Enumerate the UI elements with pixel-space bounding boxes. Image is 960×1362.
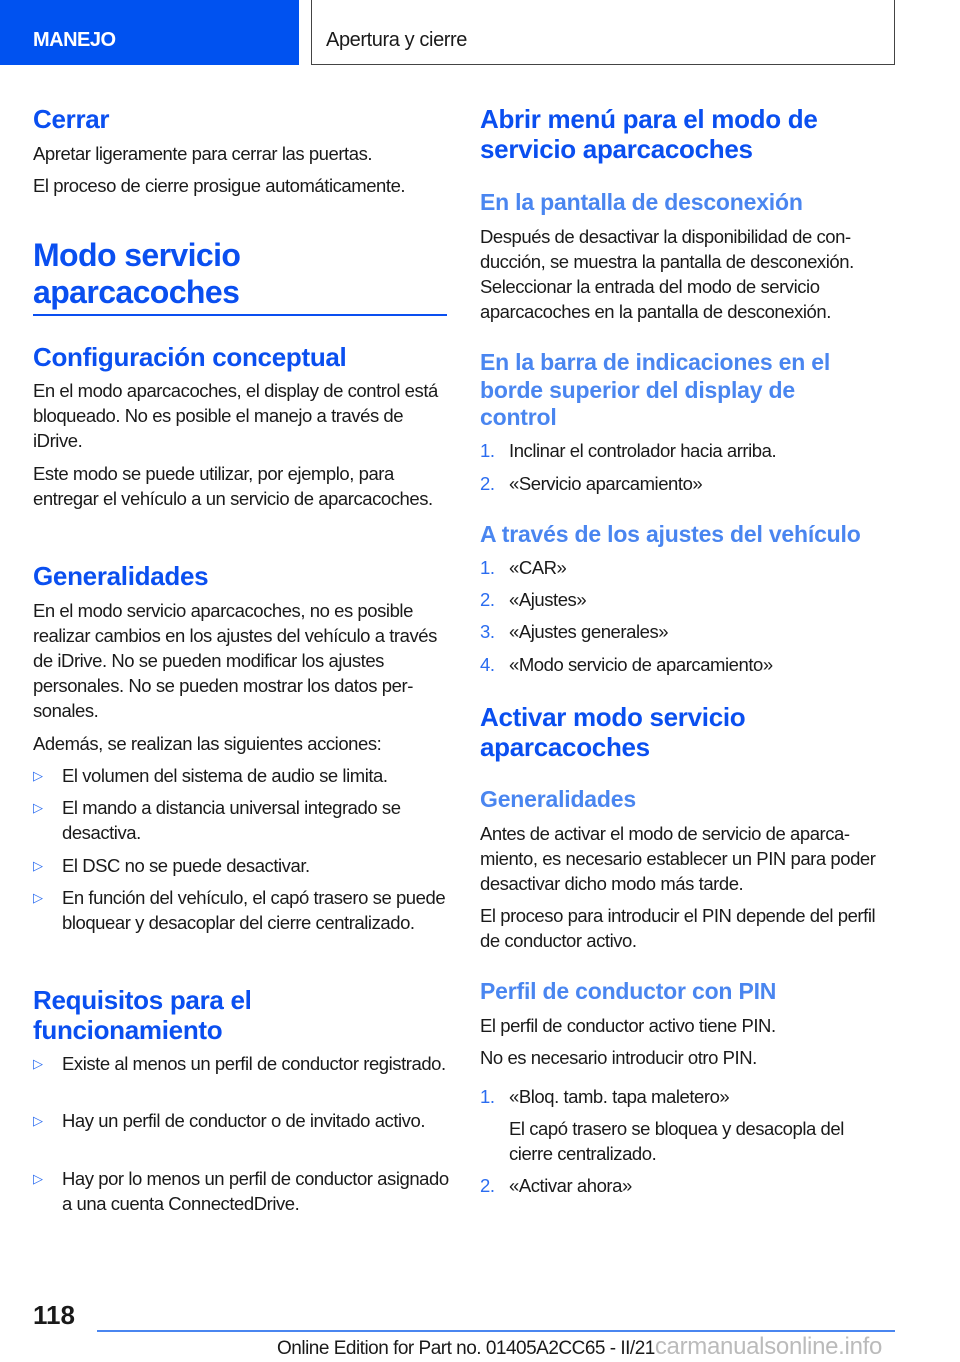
step-text: «Ajustes»: [509, 589, 587, 610]
paragraph: En el modo aparcacoches, el display de control está bloqueado. No es posible el manejo a través de iDrive.: [33, 380, 438, 451]
triangle-bullet-icon: ▷: [33, 858, 43, 873]
section-label: Apertura y cierre: [326, 29, 468, 51]
triangle-bullet-icon: ▷: [33, 1056, 43, 1071]
section-tab: [311, 0, 895, 65]
step-item: [480, 652, 892, 677]
paragraph: Además, se realizan las siguientes acciones:: [33, 733, 382, 754]
heading-configuracion: Configuración conceptual: [33, 342, 347, 372]
page-number: 118: [33, 1300, 75, 1330]
paragraph: En el modo servicio aparcacoches, no es posible realizar cambios en los ajustes del vehículo a través de iDrive. No se pueden modificar los ajustes personales. No se pueden mostrar los datos personales.: [33, 600, 437, 721]
step-number: 1.: [480, 440, 495, 461]
list-item-text: El volumen del sistema de audio se limita.: [62, 765, 388, 786]
step-number: 2.: [480, 473, 495, 494]
paragraph: No es necesario introducir otro PIN.: [480, 1047, 757, 1068]
list-item-text: El mando a distancia universal integrado se desactiva.: [62, 797, 401, 843]
footer-divider: [97, 1330, 895, 1332]
paragraph: El proceso de cierre prosigue automáticamente.: [33, 175, 406, 196]
step-text: «Servicio aparcamiento»: [509, 473, 703, 494]
heading-generalidades: Generalidades: [33, 561, 209, 591]
subheading-ajustes: A través de los ajustes del vehículo: [480, 521, 861, 547]
step-item: [480, 438, 892, 463]
heading-requisitos: Requisitos para el funcionamiento: [33, 985, 252, 1045]
heading-abrir-menu: Abrir menú para el modo de servicio aparcacoches: [480, 104, 818, 164]
paragraph: El proceso para introducir el PIN depende del perfil de conductor activo.: [480, 905, 876, 951]
heading-cerrar: Cerrar: [33, 104, 110, 134]
triangle-bullet-icon: ▷: [33, 1171, 43, 1186]
paragraph: Este modo se puede utilizar, por ejemplo, para entregar el vehículo a un servicio de aparcacoches.: [33, 463, 433, 509]
paragraph: Antes de activar el modo de servicio de aparcamiento, es necesario establecer un PIN para poder desactivar dicho modo más tarde.: [480, 823, 876, 894]
heading-modo-servicio: Modo servicio aparcacoches: [33, 237, 241, 310]
divider: [33, 314, 447, 316]
chapter-tab: [0, 0, 299, 65]
chapter-label: MANEJO: [33, 29, 116, 51]
step-item: [480, 1084, 892, 1109]
list-item: [33, 1108, 451, 1133]
step-result: El capó trasero se bloquea y desacopla del cierre centralizado.: [509, 1118, 844, 1164]
heading-activar: Activar modo servicio aparcacoches: [480, 702, 746, 762]
triangle-bullet-icon: ▷: [33, 890, 43, 905]
list-item: [33, 1166, 451, 1216]
watermark: carmanualsonline.info: [654, 1333, 883, 1360]
paragraph: Después de desactivar la disponibilidad de conducción, se muestra la pantalla de desconexión. Seleccionar la entrada del modo de servicio aparcacoches en la pantalla de desconexión.: [480, 226, 854, 322]
list-item-text: Hay un perfil de conductor o de invitado activo.: [62, 1110, 426, 1131]
list-item-text: Hay por lo menos un perfil de conductor asignado a una cuenta ConnectedDrive.: [62, 1168, 449, 1214]
footer-edition: [277, 1333, 882, 1361]
subheading-pantalla: En la pantalla de desconexión: [480, 189, 803, 215]
step-number: 1.: [480, 1086, 495, 1107]
step-item: [480, 555, 892, 580]
triangle-bullet-icon: ▷: [33, 800, 43, 815]
paragraph: El perfil de conductor activo tiene PIN.: [480, 1015, 776, 1036]
step-text: Inclinar el controlador hacia arriba.: [509, 440, 777, 461]
step-item: [480, 587, 892, 612]
step-text: «Activar ahora»: [509, 1175, 632, 1196]
step-item: [480, 471, 892, 496]
subheading-generalidades: Generalidades: [480, 786, 636, 812]
step-number: 2.: [480, 1175, 495, 1196]
list-item-text: En función del vehículo, el capó trasero se puede bloquear y desacoplar del cierre centralizado.: [62, 887, 446, 933]
step-text: «Modo servicio de aparcamiento»: [509, 654, 773, 675]
subheading-perfil: Perfil de conductor con PIN: [480, 978, 777, 1004]
step-number: 4.: [480, 654, 495, 675]
step-number: 3.: [480, 621, 495, 642]
list-item-text: Existe al menos un perfil de conductor registrado.: [62, 1053, 446, 1074]
triangle-bullet-icon: ▷: [33, 1113, 43, 1128]
list-item: [33, 1051, 451, 1076]
edition-text: Online Edition for Part no. 01405A2CC65 - II/21: [277, 1338, 655, 1359]
list-item: [33, 885, 451, 935]
list-item-text: El DSC no se puede desactivar.: [62, 855, 310, 876]
step-text: «Bloq. tamb. tapa maletero»: [509, 1086, 730, 1107]
step-text: «Ajustes generales»: [509, 621, 669, 642]
list-item: [33, 763, 451, 788]
step-item: [480, 619, 892, 644]
step-text: «CAR»: [509, 557, 567, 578]
triangle-bullet-icon: ▷: [33, 768, 43, 783]
subheading-barra: En la barra de indicaciones en el borde superior del display de control: [480, 349, 831, 430]
step-item: [480, 1173, 892, 1198]
list-item: [33, 795, 451, 845]
paragraph: Apretar ligeramente para cerrar las puertas.: [33, 143, 373, 164]
list-item: [33, 853, 451, 878]
step-number: 2.: [480, 589, 495, 610]
step-number: 1.: [480, 557, 495, 578]
